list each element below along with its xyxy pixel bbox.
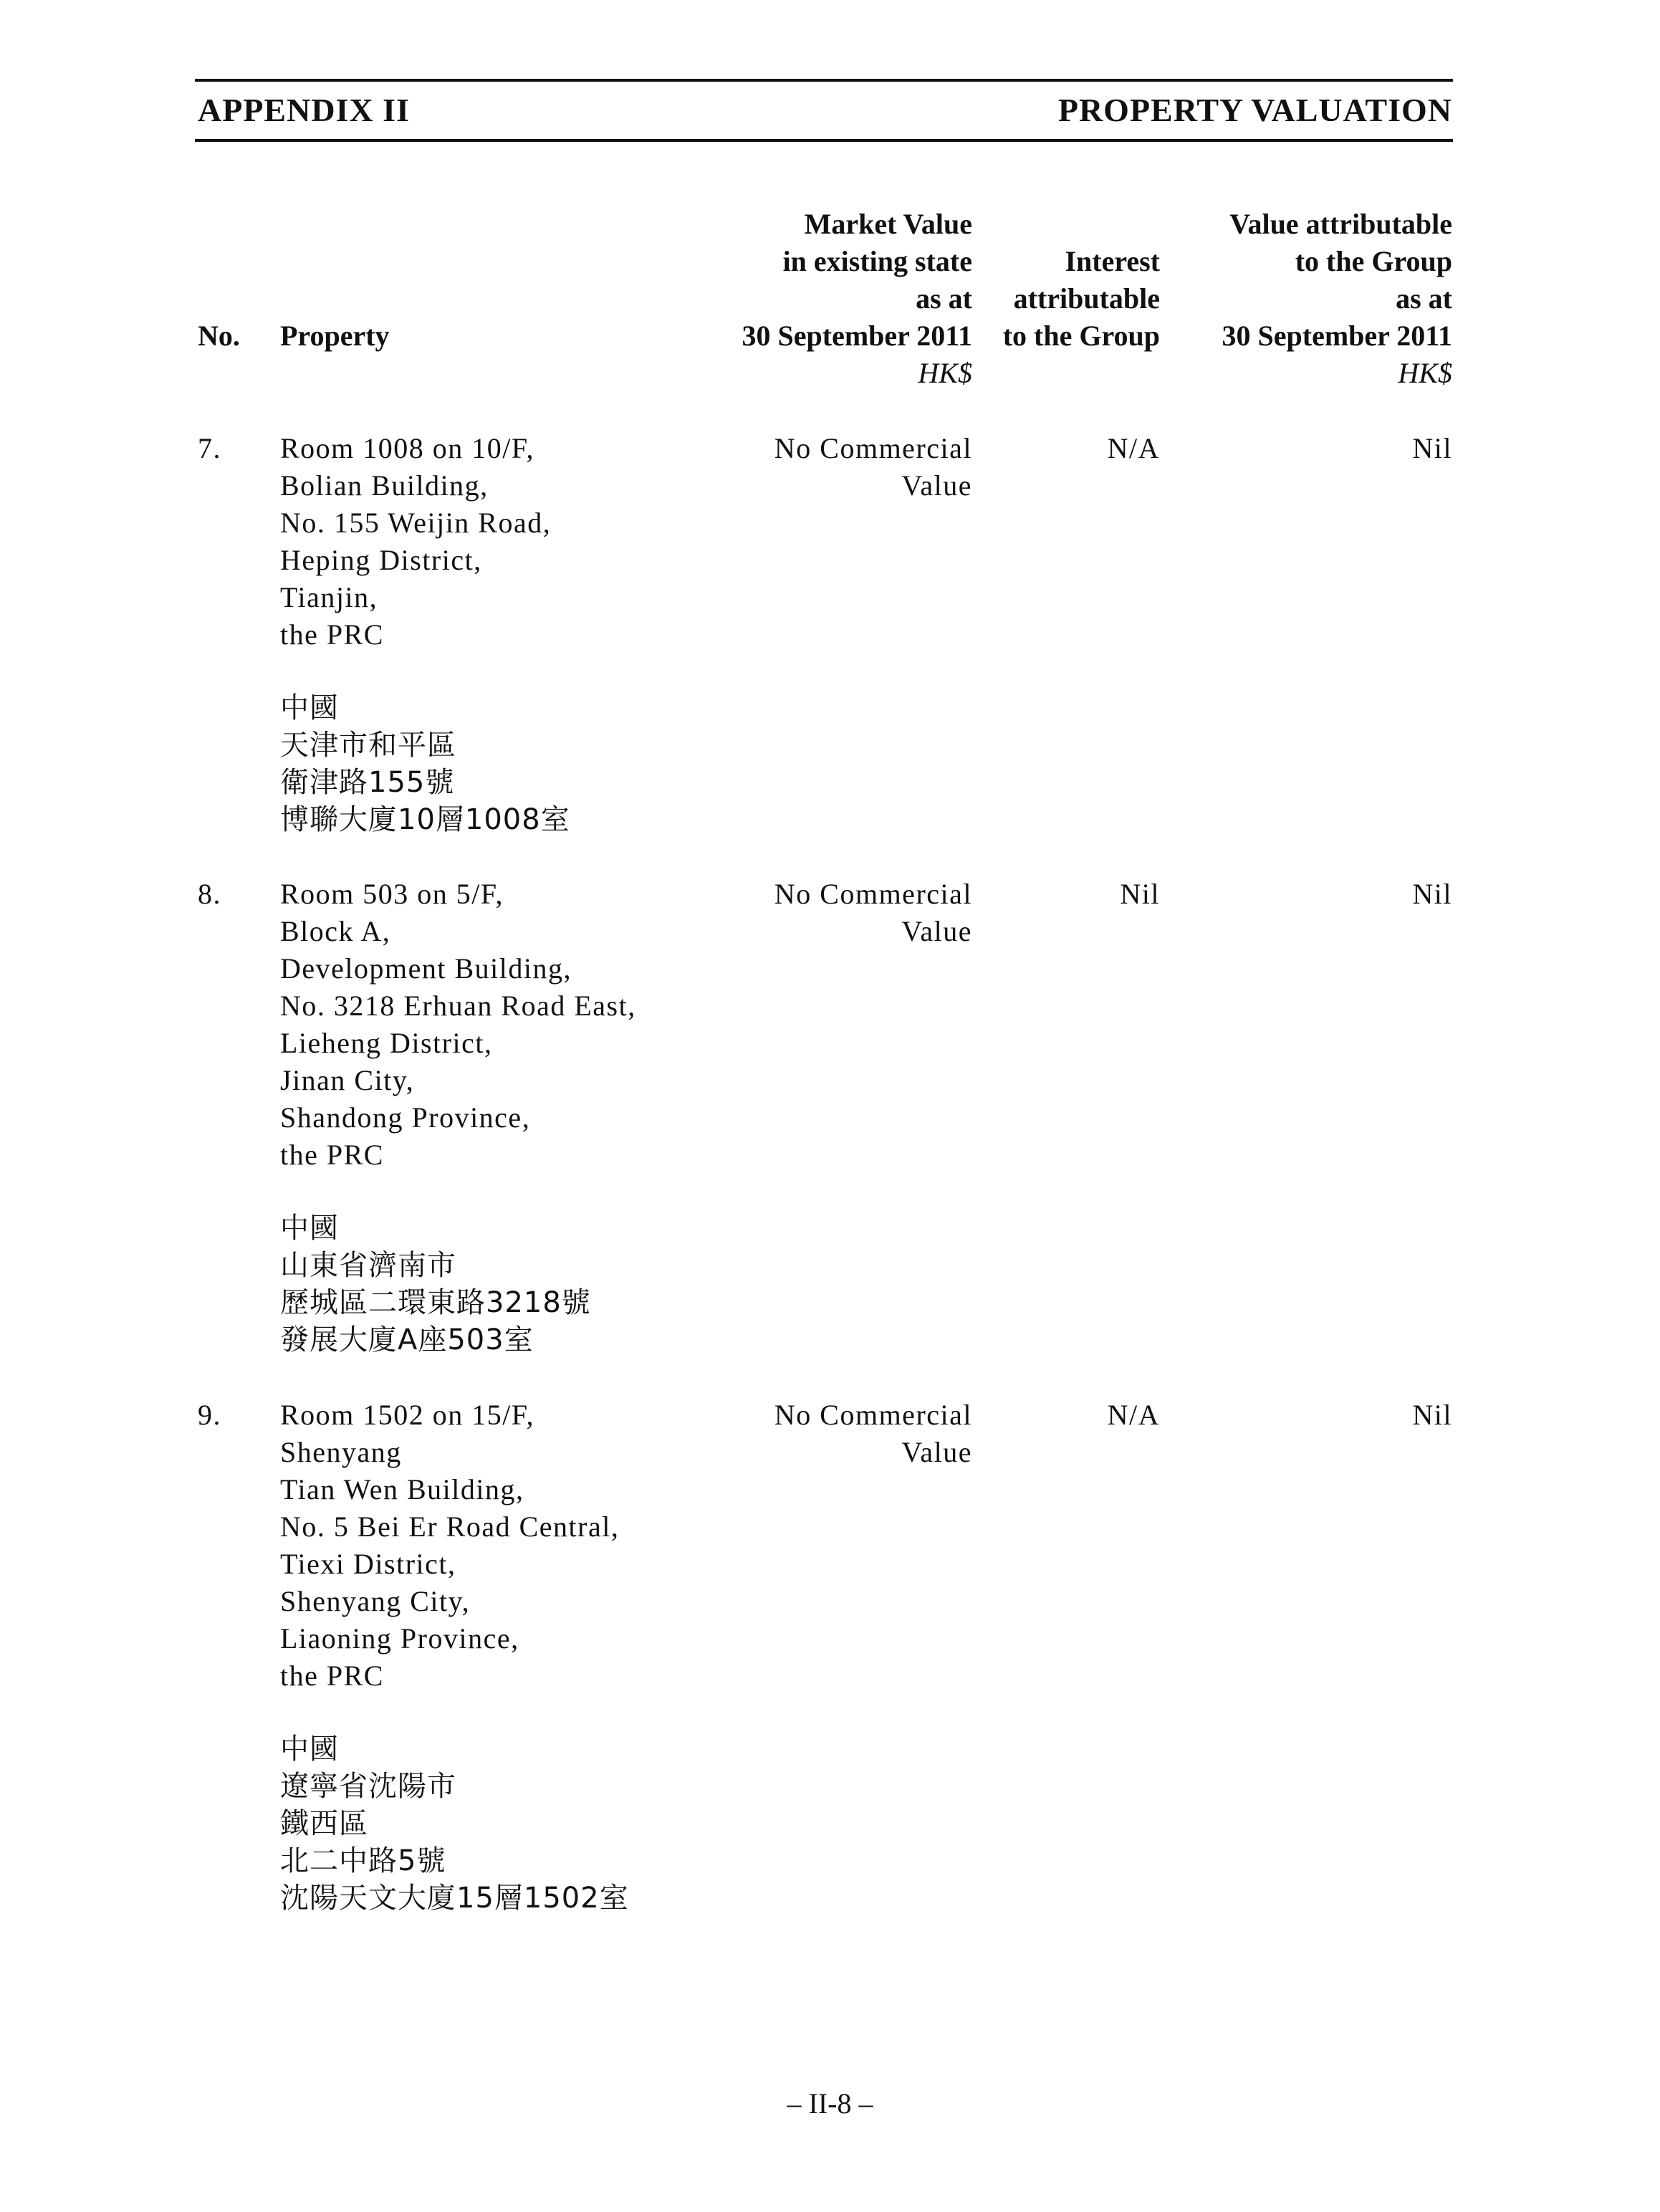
chinese-address-line: 中國 <box>280 691 339 724</box>
interest-header-line: to the Group <box>1002 320 1160 352</box>
market-value-line: Value <box>901 469 972 502</box>
address-line: Room 1008 on 10/F, <box>280 432 534 464</box>
value-attributable-header-line: 30 September 2011 <box>1222 320 1452 352</box>
address-line: No. 3218 Erhuan Road East, <box>280 990 636 1022</box>
address-line: Liaoning Province, <box>280 1622 519 1655</box>
interest-header-line: Interest <box>1065 245 1160 277</box>
chinese-address-line: 歷城區二環東路3218號 <box>280 1286 591 1319</box>
market-value-unit: HK$ <box>918 357 972 389</box>
market-value-line: No Commercial <box>774 878 972 910</box>
value-attributable-unit: HK$ <box>1398 357 1452 389</box>
property-address-chinese <box>280 689 570 838</box>
chinese-address-line: 發展大廈A座503室 <box>280 1323 534 1356</box>
chinese-address-line: 中國 <box>280 1212 339 1245</box>
address-line: Shandong Province, <box>280 1101 531 1134</box>
market-value-cell <box>774 430 972 504</box>
address-line: No. 5 Bei Er Road Central, <box>280 1510 620 1543</box>
chinese-address-line: 博聯大廈10層1008室 <box>280 803 570 836</box>
value-attributable-cell: Nil <box>1412 1399 1452 1431</box>
market-value-header-line: 30 September 2011 <box>742 320 972 352</box>
market-value-cell <box>774 1397 972 1471</box>
market-value-line: Value <box>901 1436 972 1468</box>
address-line: Shenyang <box>280 1436 402 1468</box>
address-line: No. 155 Weijin Road, <box>280 507 552 539</box>
chinese-address-line: 沈陽天文大廈15層1502室 <box>280 1882 629 1915</box>
column-header-property: Property <box>280 320 390 352</box>
address-line: Room 503 on 5/F, <box>280 878 504 910</box>
value-attributable-cell: Nil <box>1412 432 1452 464</box>
chinese-address-line: 北二中路5號 <box>280 1844 446 1877</box>
market-value-line: No Commercial <box>774 432 972 464</box>
address-line: Shenyang City, <box>280 1585 471 1617</box>
value-attributable-header-line: Value attributable <box>1229 208 1452 240</box>
address-line: the PRC <box>280 1660 384 1692</box>
market-value-line: No Commercial <box>774 1399 972 1431</box>
row-number: 9. <box>198 1399 221 1431</box>
address-line: Heping District, <box>280 544 482 576</box>
market-value-header-line: in existing state <box>782 245 972 277</box>
address-line: Lieheng District, <box>280 1027 493 1059</box>
market-value-cell <box>774 876 972 950</box>
value-attributable-header-line: to the Group <box>1295 245 1452 277</box>
column-header-interest <box>1003 243 1160 355</box>
address-line: the PRC <box>280 1139 384 1171</box>
interest-cell: N/A <box>1107 432 1160 464</box>
interest-header-line: attributable <box>1013 282 1160 315</box>
column-header-value-attributable <box>1222 206 1452 392</box>
row-number: 7. <box>198 432 221 464</box>
address-line: Bolian Building, <box>280 469 489 502</box>
chinese-address-line: 鐵西區 <box>280 1807 368 1840</box>
property-address-chinese <box>280 1210 591 1359</box>
property-address-english <box>280 430 551 653</box>
chinese-address-line: 衛津路155號 <box>280 766 455 799</box>
market-value-header-line: Market Value <box>804 208 972 240</box>
value-attributable-cell: Nil <box>1412 878 1452 910</box>
header-bottom-rule <box>195 139 1453 142</box>
address-line: Jinan City, <box>280 1064 415 1096</box>
address-line: the PRC <box>280 618 384 651</box>
page-number: – II-8 – <box>787 2087 873 2120</box>
address-line: Block A, <box>280 915 391 947</box>
address-line: Tiexi District, <box>280 1548 456 1580</box>
appendix-title: APPENDIX II <box>198 92 410 128</box>
address-line: Tianjin, <box>280 581 378 613</box>
address-line: Development Building, <box>280 952 572 985</box>
chinese-address-line: 中國 <box>280 1733 339 1766</box>
interest-cell: N/A <box>1107 1399 1160 1431</box>
value-attributable-header-line: as at <box>1396 282 1452 315</box>
column-header-no: No. <box>198 320 240 352</box>
market-value-line: Value <box>901 915 972 947</box>
chinese-address-line: 遼寧省沈陽市 <box>280 1770 456 1803</box>
column-header-market-value <box>742 206 972 392</box>
chinese-address-line: 天津市和平區 <box>280 729 456 762</box>
property-address-chinese <box>280 1730 629 1917</box>
property-address-english <box>280 1397 619 1695</box>
address-line: Tian Wen Building, <box>280 1473 524 1505</box>
address-line: Room 1502 on 15/F, <box>280 1399 534 1431</box>
section-title: PROPERTY VALUATION <box>1057 92 1452 128</box>
row-number: 8. <box>198 878 221 910</box>
market-value-header-line: as at <box>916 282 972 315</box>
header-top-rule <box>195 79 1453 82</box>
interest-cell: Nil <box>1120 878 1160 910</box>
chinese-address-line: 山東省濟南市 <box>280 1249 456 1282</box>
property-address-english <box>280 876 636 1174</box>
